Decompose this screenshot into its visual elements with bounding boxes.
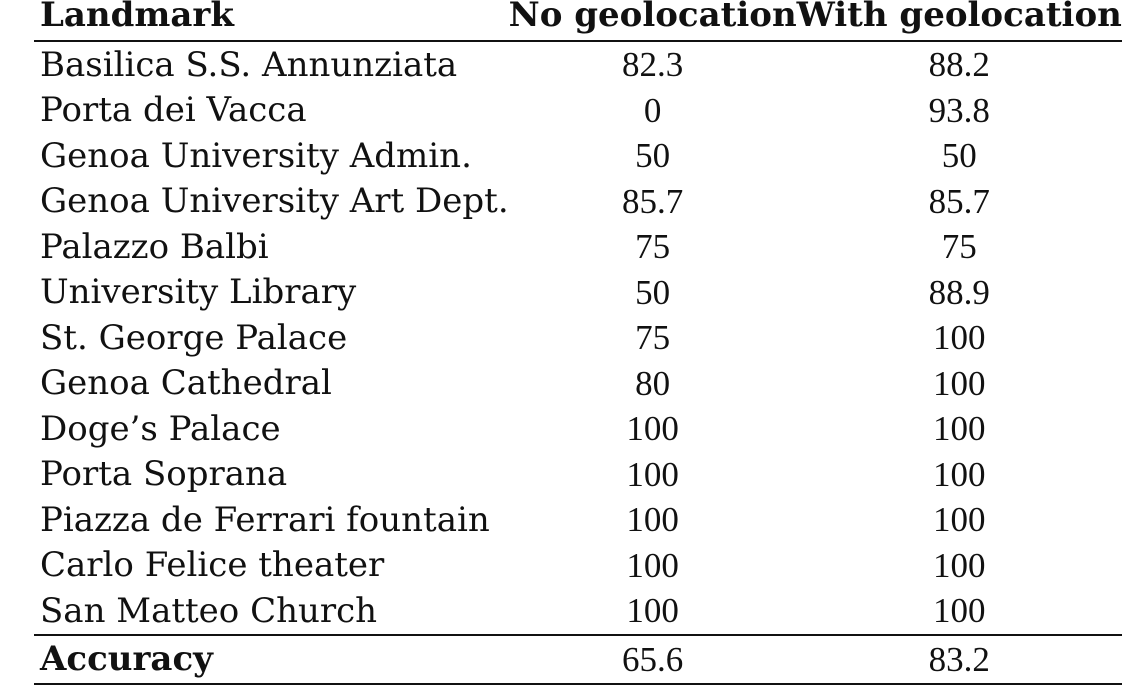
accuracy-row bbox=[34, 635, 1122, 684]
no-geolocation-cell: 100 bbox=[626, 409, 679, 449]
with-geolocation-cell: 100 bbox=[933, 409, 986, 449]
table-row bbox=[34, 88, 1122, 134]
table-row bbox=[34, 497, 1122, 543]
table-row bbox=[34, 588, 1122, 635]
with-geolocation-cell: 100 bbox=[933, 500, 986, 540]
table-row bbox=[34, 270, 1122, 316]
landmark-cell: Porta Soprana bbox=[40, 454, 288, 495]
with-geolocation-cell: 100 bbox=[933, 363, 986, 403]
no-geolocation-cell: 75 bbox=[635, 227, 671, 267]
landmark-cell: Basilica S.S. Annunziata bbox=[40, 44, 458, 85]
accuracy-label: Accuracy bbox=[34, 635, 509, 684]
table-body bbox=[34, 41, 1122, 635]
landmark-cell: Carlo Felice theater bbox=[40, 545, 385, 586]
table-row bbox=[34, 224, 1122, 270]
header-landmark: Landmark bbox=[34, 0, 509, 41]
no-geolocation-cell: 85.7 bbox=[622, 181, 684, 221]
with-geolocation-cell: 100 bbox=[933, 454, 986, 494]
landmark-cell: Piazza de Ferrari fountain bbox=[40, 499, 490, 540]
landmark-cell: St. George Palace bbox=[40, 317, 348, 358]
with-geolocation-cell: 100 bbox=[933, 591, 986, 631]
table-row bbox=[34, 452, 1122, 498]
table-footer bbox=[34, 635, 1122, 684]
table-header bbox=[34, 0, 1122, 41]
no-geolocation-cell: 100 bbox=[626, 591, 679, 631]
no-geolocation-cell: 75 bbox=[635, 318, 671, 358]
header-with-geolocation: With geolocation bbox=[797, 0, 1122, 41]
landmark-cell: Palazzo Balbi bbox=[40, 226, 269, 267]
with-geolocation-cell: 88.2 bbox=[928, 45, 990, 85]
landmark-cell: San Matteo Church bbox=[40, 590, 378, 631]
with-geolocation-cell: 93.8 bbox=[928, 90, 990, 130]
header-no-geolocation: No geolocation bbox=[509, 0, 797, 41]
no-geolocation-cell: 100 bbox=[626, 454, 679, 494]
landmark-cell: Genoa University Admin. bbox=[40, 135, 472, 176]
landmark-cell: Genoa University Art Dept. bbox=[40, 181, 509, 222]
table-row bbox=[34, 361, 1122, 407]
table-row bbox=[34, 133, 1122, 179]
with-geolocation-cell: 85.7 bbox=[928, 181, 990, 221]
no-geolocation-cell: 100 bbox=[626, 545, 679, 585]
table-row bbox=[34, 406, 1122, 452]
no-geolocation-cell: 0 bbox=[643, 90, 662, 130]
with-geolocation-cell: 100 bbox=[933, 545, 986, 585]
with-geolocation-cell: 75 bbox=[941, 227, 977, 267]
header-row bbox=[34, 0, 1122, 41]
landmark-cell: Genoa Cathedral bbox=[40, 363, 332, 404]
table-row bbox=[34, 315, 1122, 361]
results-table-container bbox=[34, 0, 1122, 685]
table-row bbox=[34, 41, 1122, 88]
no-geolocation-cell: 50 bbox=[635, 136, 671, 176]
with-geolocation-cell: 50 bbox=[941, 136, 977, 176]
with-geolocation-cell: 100 bbox=[933, 318, 986, 358]
no-geolocation-cell: 80 bbox=[635, 363, 671, 403]
no-geolocation-cell: 50 bbox=[635, 272, 671, 312]
accuracy-no-geolocation: 65.6 bbox=[509, 635, 797, 684]
landmark-cell: University Library bbox=[40, 272, 357, 313]
no-geolocation-cell: 100 bbox=[626, 500, 679, 540]
with-geolocation-cell: 88.9 bbox=[928, 272, 990, 312]
landmark-accuracy-table bbox=[34, 0, 1122, 685]
landmark-cell: Porta dei Vacca bbox=[40, 90, 307, 131]
table-row bbox=[34, 179, 1122, 225]
accuracy-with-geolocation: 83.2 bbox=[797, 635, 1122, 684]
landmark-cell: Doge’s Palace bbox=[40, 408, 281, 449]
table-row bbox=[34, 543, 1122, 589]
no-geolocation-cell: 82.3 bbox=[622, 45, 684, 85]
